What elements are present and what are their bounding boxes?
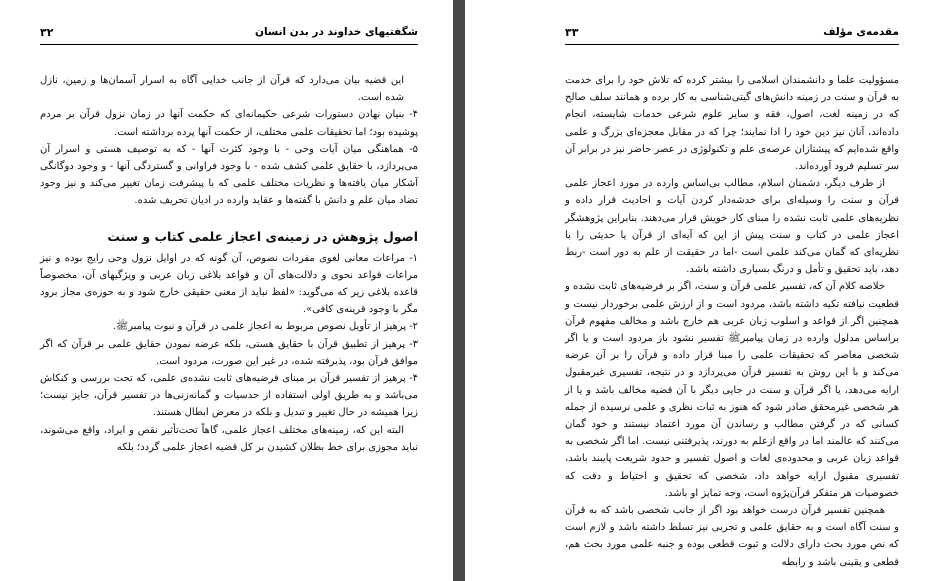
left-section-paragraph: ۴- پرهیز از تفسیر قرآن بر مبنای فرضیه‌های ثابت نشده‌ی علمی، که تحت بررسی و کنکاش می‌باشد و به طریق اولی استفاده از حدسیات و گمانه‌زنی‌ها در تفسیر قرآن، جایز نیست؛ زیرا همیشه در حال تغییر و تبدیل و بلکه در معرض ابطال هستند. bbox=[40, 373, 418, 419]
left-section-paragraph: البته این که، زمینه‌های مختلف اعجاز علمی، گاهاً تحت‌تأثیر نقص و ایراد، واقع می‌شوند، نباید مجوزی برای خط بطلان کشیدن بر کل قضیه اعجاز علمی گردد؛ بلکه bbox=[40, 424, 418, 453]
left-page-header bbox=[40, 26, 418, 42]
right-paragraph: خلاصه کلام آن که، تفسیر علمی قرآن و سنت، اگر بر فرضیه‌های ثابت نشده و قطعیت نیافته تکیه داشته باشد، مردود است و از ارزش علمی برخوردار نیست و همچنین اگر از قواعد و اسلوب زبان عربی هم خارج باشد و مخالف مفهوم قرآن براساس مدلول وارده در زمان پیامبرﷺ تفسیر نشود باز مردود است و یا اگر شخصی معاصر که تحقیقات علمی را مبنا قرار داده و قرآن را بر آن عرضه می‌کند و با این روش به تفسیر قرآن می‌پردازد و در نتیجه، تفسیری غیرمقبول ارایه می‌دهد، یا اگر قرآن و سنت در جایی دیگر با آن قضیه مخالف باشد و یا از هر شخصی غیرمحقق صادر شود که هنوز به ثبات نظری و علمی نرسیده از جمله کسانی که در گرفتن مطالب و رساندن آن مورد اعتماد نیستند و خود گمان می‌کنند که عالمند اما در واقع ازعلم به دورند، پذیرفتنی نیست. اما اگر شخصی به قواعد زبان عربی و محدوده‌ی لغات و اصول تفسیر و حدود شریعت پایبند باشد، تفسیری مقبول ارایه خواهد داد، شخصی که تحقیق و احتیاط و دقت که خصوصیات هر متفکر قرآن‌پژوه است، وجه تمایز او باشد. bbox=[565, 281, 899, 499]
page-gutter bbox=[453, 0, 465, 581]
right-paragraph: همچنین تفسیر قرآن درست خواهد بود اگر از جانب شخصی باشد که به قرآن و سنت آگاه است و به حقایق علمی و تجربی نیز تسلط داشته باشد و لازم است که نص مورد بحث دارای دلالت و ثبوت قطعی بوده و جنبه علمی مورد بحث هم، قطعی و یقینی باشد و رابطه bbox=[565, 505, 899, 568]
left-section-paragraph: ۱- مراعات معانی لغوی مفردات نصوص، آن گونه که در اوایل نزول وحی رایج بوده و نیز مراعات قواعد نحوی و دلالت‌های آن و قواعد بلاغی زبان عربی و ویژگیهای آن، مخصوصاً قاعده بلاغی زیر که می‌گوید: «لفظ نباید از معنی حقیقی خارج شود و به حوزه‌ی مجاز برود مگر با وجود قرینه‌ی کافی». bbox=[40, 252, 418, 316]
right-paragraph: از طرف دیگر، دشمنان اسلام، مطالب بی‌اساس وارده در مورد اعجاز علمی قرآن و سنت را وسیله‌ای برای خدشه‌دار کردن آیات و احادیث قرار داده و نظریه‌های علمی ثابت نشده را مبنای کار خویش قرار می‌دهند. بنابراین پژوهشگر اعجاز علمی در کتاب و سنت پیش از این که آیه‌ای از قرآن یا حدیثی را با نظریه‌ای که گمان می‌کند علمی است -اما در حقیقت از علم به دور است -ربط دهد، باید تحقیق و تأمل و درنگ بسیاری داشته باشد. bbox=[565, 178, 900, 276]
left-header-title: شگفتیهای خداوند در بدن انسان bbox=[255, 26, 418, 38]
left-page-number: ۳۲ bbox=[40, 26, 54, 39]
section-heading: اصول پژوهش در زمینه‌ی اعجاز علمی کتاب و سنت bbox=[107, 228, 418, 244]
left-section-paragraph: ۲- پرهیز از تأویل نصوص مربوط به اعجاز علمی در قرآن و نبوت پیامبرﷺ. bbox=[112, 321, 418, 333]
right-paragraph: مسؤولیت علما و دانشمندان اسلامی را بیشتر کرده که تلاش خود را برای خدمت به قرآن و سنت در زمینه دانش‌های گیتی‌شناسی به کار برده و همانند سلف صالح که در زمینه لغت، اصول، فقه و سایر علوم شرعی خدمات شایسته، انجام داده‌اند، آنان نیز دین خود را ادا نمایند؛ چرا که در مقابل معجزه‌ای بزرگ و علمی واقع شده‌ایم که پیشتازان عرصه‌ی علم و تکنولوژی در عصر حاضر نیز در برابر آن سر تسلیم فرود آورده‌اند. bbox=[565, 75, 899, 173]
left-paragraph: این قضیه بیان می‌دارد که قرآن از جانب خدایی آگاه به اسرار آسمان‌ها و زمین، نازل شده است. bbox=[40, 75, 404, 104]
left-paragraph: ۴- بنیان نهادن دستورات شرعی حکیمانه‌ای که حکمت آنها در زمان نزول قرآن بر مردم پوشیده بود؛ اما تحقیقات علمی مختلف، از حکمت آنها پرده برداشته است. bbox=[40, 109, 418, 138]
left-page-body bbox=[40, 72, 418, 456]
left-paragraph: ۵- هماهنگی میان آیات وحی - با وجود کثرت آنها - که به توصیف هستی و اسرار آن می‌پردازد، با حقایق علمی کشف شده - با وجود فراوانی و گستردگی آنها - و وجود دوگانگی آشکار میان یافته‌ها و نظریات مختلف علمی که با پیشرفت زمان تغییر می‌کند و نیز وجود تضاد میان علم و دانش با گفته‌ها و عقاید وارده در ادیان تحریف شده. bbox=[40, 143, 418, 207]
right-page-number: ۳۳ bbox=[565, 26, 579, 39]
left-page bbox=[0, 0, 453, 581]
right-page-header bbox=[565, 26, 899, 42]
right-header-rule bbox=[565, 44, 899, 45]
right-header-title: مقدمه‌ی مؤلف bbox=[823, 26, 899, 38]
left-header-rule bbox=[40, 44, 418, 45]
left-section-paragraph: ۳- پرهیز از تطبیق قرآن با حقایق هستی، بلکه عرضه نمودن حقایق علمی بر قرآن که اگر موافق قرآن بود، پذیرفته شده، در غیر این صورت، مردود است. bbox=[40, 338, 418, 367]
right-page-body bbox=[565, 72, 899, 571]
right-page bbox=[465, 0, 936, 581]
